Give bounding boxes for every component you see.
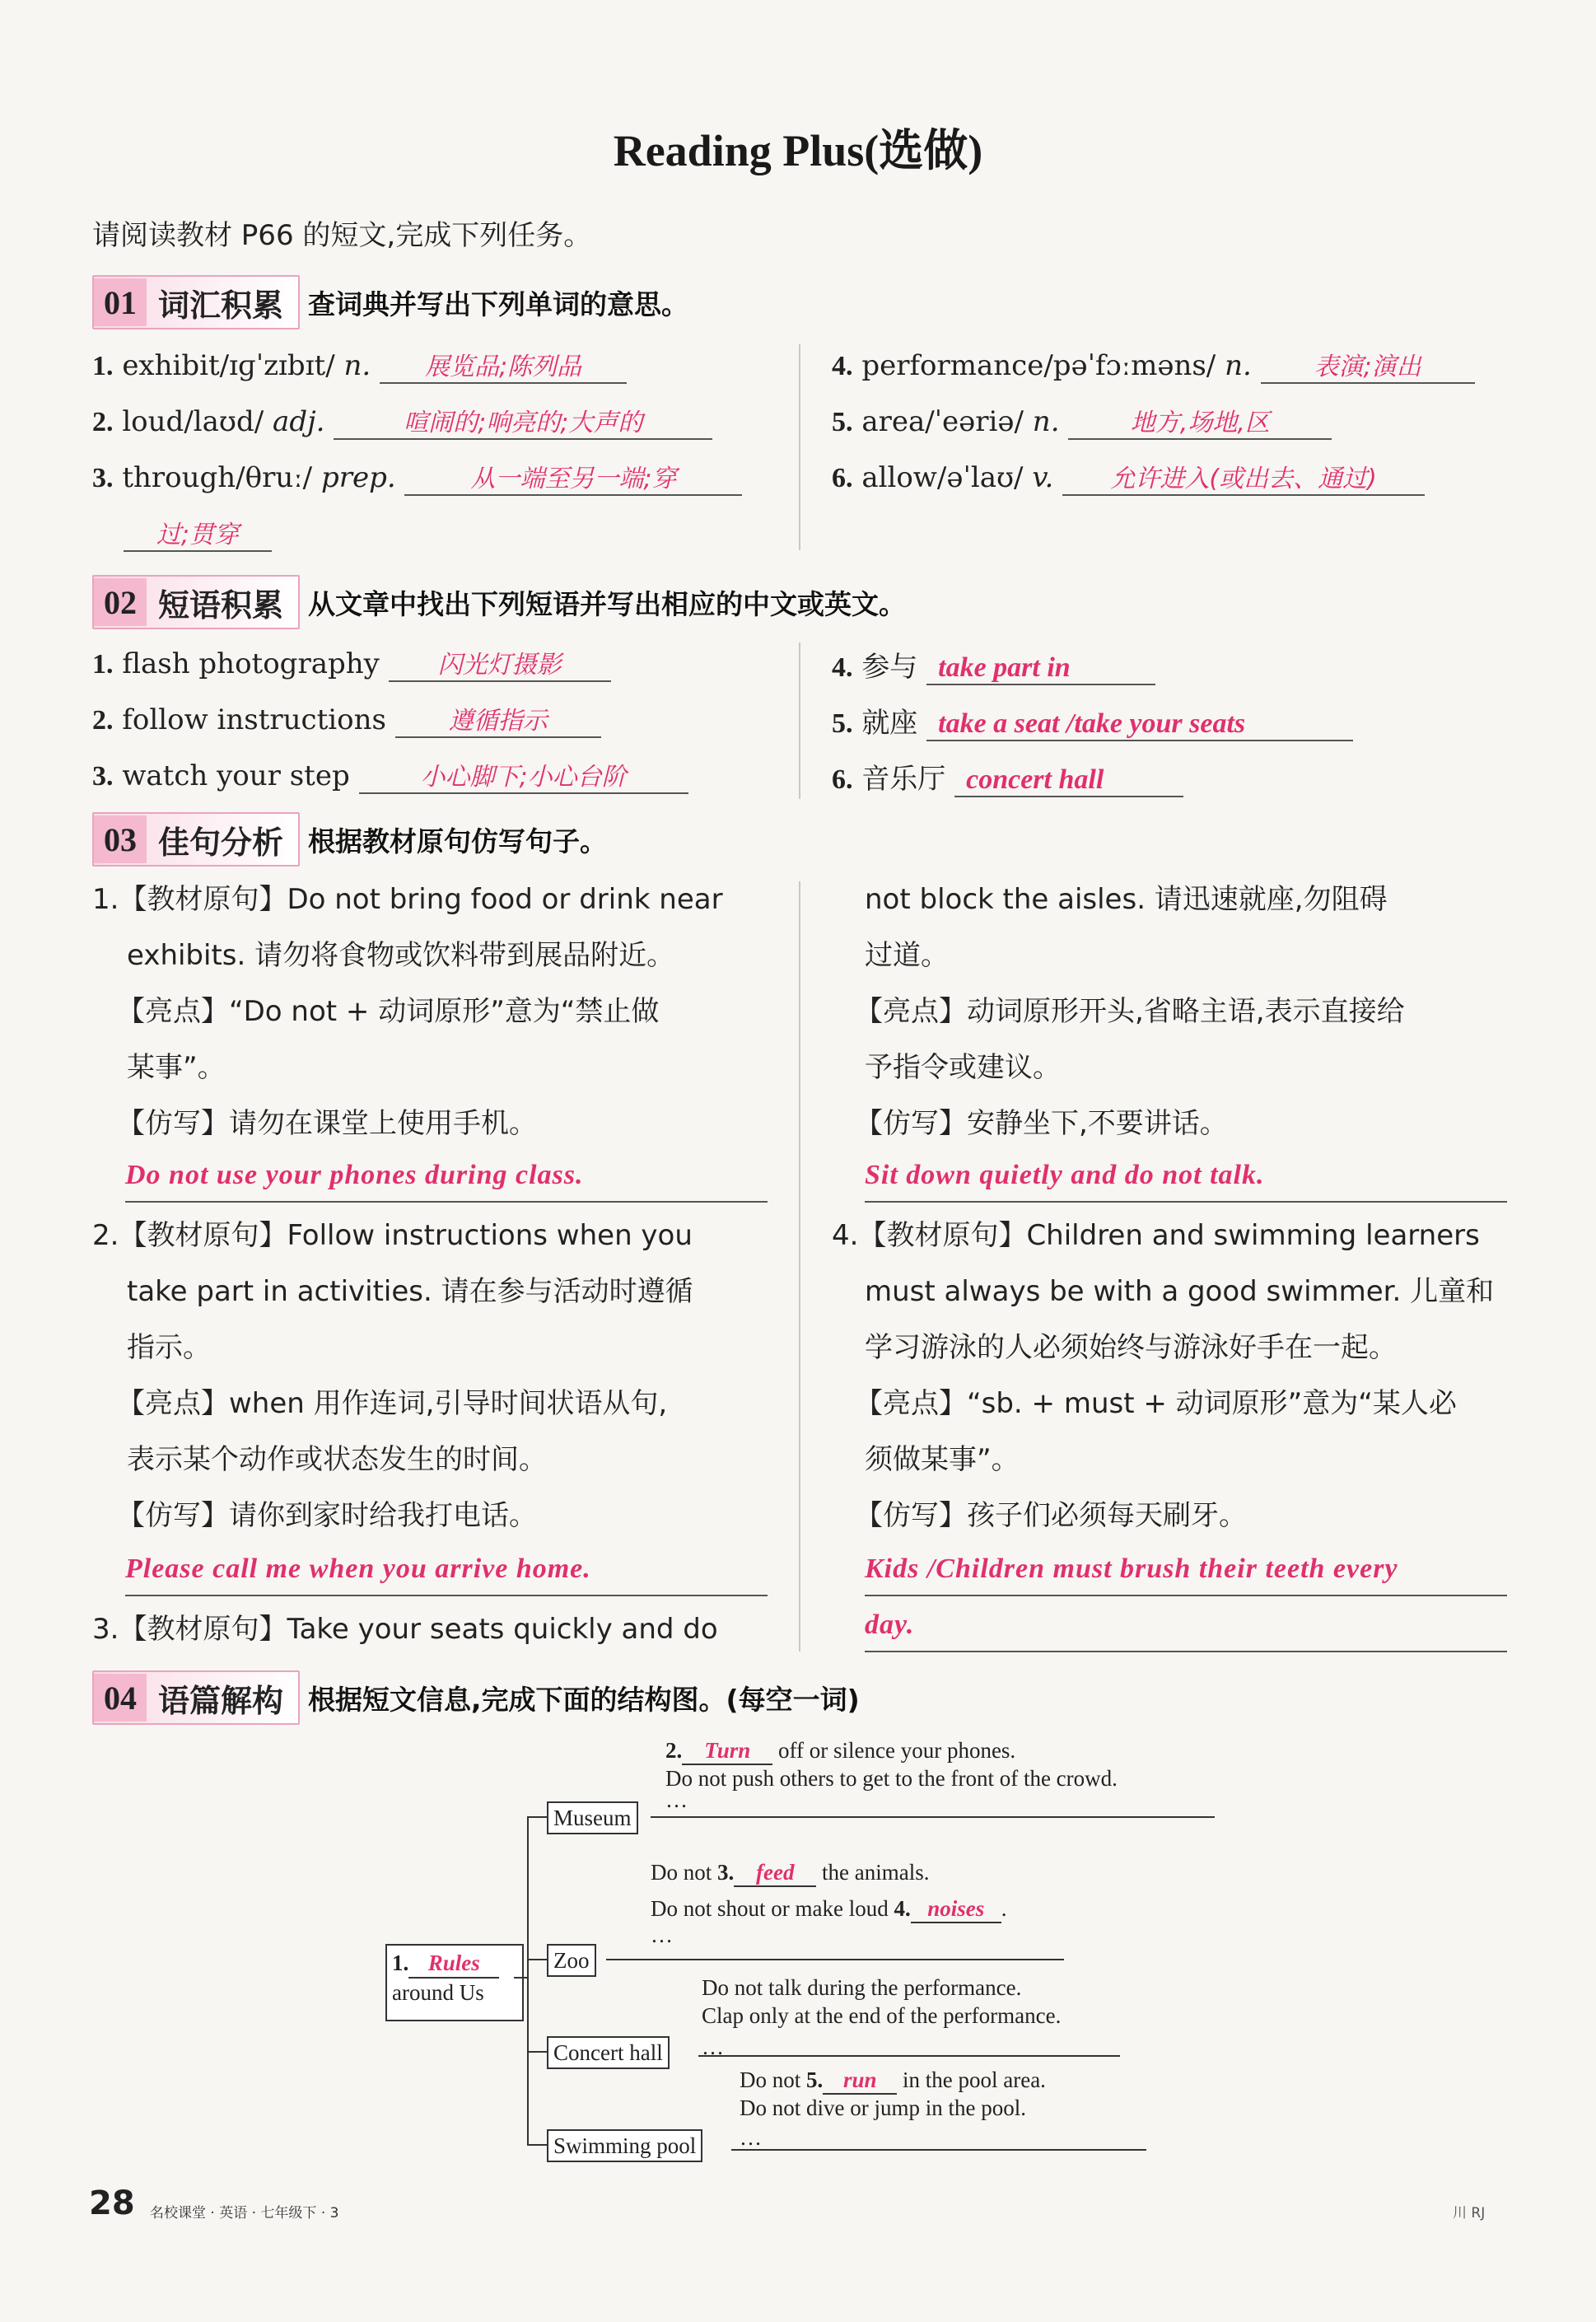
branch-zoo: [527, 1959, 547, 1960]
zoo-ellipsis: …: [651, 1923, 673, 1947]
vocab-item: 3. through/θruː/ prep. 从一端至另一端;穿: [92, 458, 742, 496]
museum-rule-1: 2. Turn off or silence your phones.: [665, 1738, 1015, 1765]
section-name: 词汇积累: [158, 287, 284, 324]
answer-1: Rules: [408, 1949, 499, 1979]
phrase-answer: concert hall: [954, 764, 1183, 797]
phrase-item: 1. flash photography 闪光灯摄影: [92, 644, 611, 682]
zoo-rule-2: Do not shout or make loud 4. noises .: [651, 1896, 1006, 1923]
phrase-item: 6. 音乐厅 concert hall: [832, 756, 1183, 797]
section-instruction: 根据短文信息,完成下面的结构图。(每空一词): [308, 1683, 860, 1716]
node-zoo: Zoo: [547, 1944, 596, 1977]
section-instruction: 根据教材原句仿写句子。: [308, 825, 608, 857]
branch-museum: [527, 1816, 547, 1818]
sentence-1: 1.【教材原句】Do not bring food or drink near exhibits. 请勿将食物或饮料带到展品附近。 【亮点】“Do not + 动词原形”意为“禁止做 某事”。 【仿写】请勿在课堂上使用手机。: [92, 883, 723, 1140]
rewrite-answer-4b: day.: [865, 1610, 1507, 1652]
rewrite-answer-4a: Kids /Children must brush their teeth every: [865, 1553, 1507, 1596]
phrase-answer: take a seat /take your seats: [926, 708, 1353, 741]
vocab-item: 5. area/ˈeəriə/ n. 地方,场地,区: [832, 402, 1332, 440]
answer-2: Turn: [682, 1738, 772, 1765]
tree-trunk: [527, 1816, 529, 2146]
pool-line: [731, 2149, 1146, 2151]
section-number: 03: [94, 815, 147, 863]
answer-5: run: [823, 2067, 897, 2095]
phrase-answer: 遵循指示: [395, 700, 601, 738]
book-info: 名校课堂 · 英语 · 七年级下 · 3: [150, 2205, 339, 2222]
vocab-answer: 表演;演出: [1261, 346, 1475, 384]
rewrite-answer-2: Please call me when you arrive home.: [125, 1553, 768, 1596]
edition-info: 川 RJ: [1453, 2205, 1486, 2222]
section-instruction: 查词典并写出下列单词的意思。: [308, 287, 689, 320]
rewrite-answer-3: Sit down quietly and do not talk.: [865, 1160, 1507, 1203]
sentence-3-continued: not block the aisles. 请迅速就座,勿阻碍 过道。 【亮点】动词原形开头,省略主语,表示直接给 予指令或建议。 【仿写】安静坐下,不要讲话。: [855, 883, 1405, 1140]
vocab-item: 1. exhibit/ɪɡˈzɪbɪt/ n. 展览品;陈列品: [92, 346, 627, 384]
section-name: 短语积累: [158, 586, 284, 624]
answer-3: feed: [734, 1860, 816, 1887]
vocab-answer: 允许进入(或出去、通过): [1062, 458, 1425, 496]
concert-rule-1: Do not talk during the performance.: [702, 1975, 1022, 2000]
branch-concert: [527, 2051, 547, 2053]
phrase-item: 3. watch your step 小心脚下;小心台阶: [92, 756, 688, 794]
pool-rule-2: Do not dive or jump in the pool.: [740, 2095, 1026, 2120]
concert-ellipsis: …: [702, 2035, 724, 2059]
museum-rule-2: Do not push others to get to the front of the crowd.: [665, 1766, 1118, 1791]
intro-text: 请阅读教材 P66 的短文,完成下列任务。: [92, 219, 592, 252]
museum-ellipsis: …: [665, 1787, 688, 1812]
vocab-answer: 展览品;陈列品: [380, 346, 627, 384]
answer-4: noises: [911, 1896, 1001, 1923]
vocab-answer: 从一端至另一端;穿: [404, 458, 742, 496]
zoo-rule-1: Do not 3. feed the animals.: [651, 1860, 929, 1887]
vocab-answer: 喧闹的;响亮的;大声的: [334, 402, 712, 440]
branch-pool: [527, 2144, 547, 2146]
tree-root-connector: [514, 1977, 529, 1979]
concert-rule-2: Clap only at the end of the performance.: [702, 2003, 1062, 2028]
page-number: 28: [89, 2184, 135, 2222]
section-name: 佳句分析: [158, 824, 284, 861]
section-instruction: 从文章中找出下列短语并写出相应的中文或英文。: [308, 587, 907, 620]
concert-line: [698, 2055, 1120, 2057]
vocab-item: 4. performance/pəˈfɔːməns/ n. 表演;演出: [832, 346, 1475, 384]
phrase-item: 5. 就座 take a seat /take your seats: [832, 700, 1353, 741]
vocab-item: 2. loud/laʊd/ adj. 喧闹的;响亮的;大声的: [92, 402, 712, 440]
node-concert-hall: Concert hall: [547, 2036, 670, 2069]
zoo-line: [606, 1959, 1064, 1960]
section-number: 01: [94, 278, 147, 326]
rewrite-answer-1: Do not use your phones during class.: [125, 1160, 768, 1203]
vocab-answer: 地方,场地,区: [1068, 402, 1332, 440]
section-number: 02: [94, 578, 147, 626]
sentence-2: 2.【教材原句】Follow instructions when you take part in activities. 请在参与活动时遵循 指示。 【亮点】when 用作连词,引导时间状语从句, 表示某个动作或状态发生的时间。 【仿写】请你到家时给我打电话。: [92, 1219, 693, 1532]
page-title: Reading Plus(选做): [613, 126, 983, 175]
phrase-answer: take part in: [926, 652, 1155, 685]
vocab-item: 6. allow/əˈlaʊ/ v. 允许进入(或出去、通过): [832, 458, 1425, 496]
phrase-answer: 闪光灯摄影: [389, 644, 611, 682]
phrase-answer: 小心脚下;小心台阶: [359, 756, 688, 794]
phrase-item: 4. 参与 take part in: [832, 644, 1155, 685]
section-name: 语篇解构: [158, 1682, 284, 1719]
sentence-4: 4.【教材原句】Children and swimming learners must always be with a good swimmer. 儿童和 学习游泳的人必须始终与游泳好手在一起。 【亮点】“sb. + must + 动词原形”意为“某人必 须做某事”。 【仿写】孩子们必须每天刷牙。: [832, 1219, 1495, 1532]
vocab-answer: 过;贯穿: [124, 514, 272, 552]
section-number: 04: [94, 1674, 147, 1722]
pool-rule-1: Do not 5. run in the pool area.: [740, 2067, 1046, 2095]
museum-line: [651, 1816, 1215, 1818]
sentence-3-start: 3.【教材原句】Take your seats quickly and do: [92, 1613, 718, 1646]
pool-ellipsis: …: [740, 2125, 762, 2150]
node-museum: Museum: [547, 1801, 638, 1834]
phrase-item: 2. follow instructions 遵循指示: [92, 700, 601, 738]
root-node: 1. Rules around Us: [385, 1944, 524, 2021]
node-swimming-pool: Swimming pool: [547, 2129, 702, 2162]
